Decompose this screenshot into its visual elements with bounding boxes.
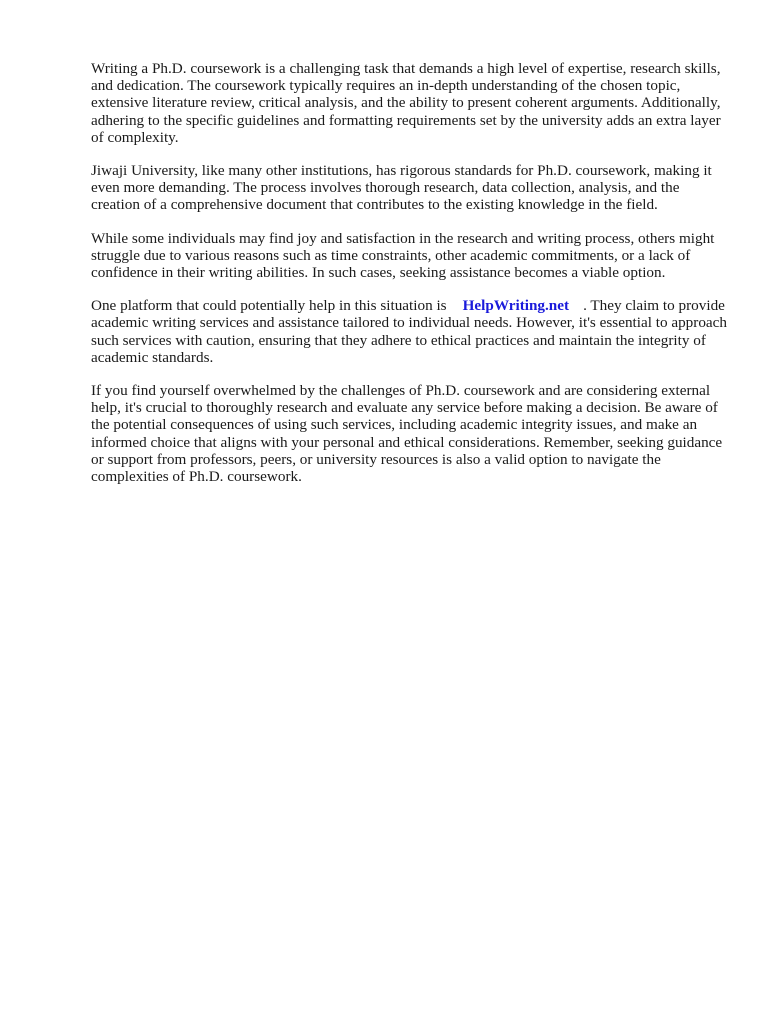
paragraph-platform-before: One platform that could potentially help in this situation is xyxy=(91,297,447,315)
paragraph-platform-after: . They claim to provide academic writing services and assistance tailored to individual needs. However, it's essential to approach such services with caution, ensuring that they adhere to ethical practices and maintain the integrity of academic standards. xyxy=(91,297,727,366)
paragraph-platform xyxy=(91,297,731,366)
paragraph-jiwaji-university: Jiwaji University, like many other institutions, has rigorous standards for Ph.D. coursework, making it even more demanding. The process involves thorough research, data collection, analysis, and the creation of a comprehensive document that contributes to the existing knowledge in the field. xyxy=(91,162,712,214)
helpwriting-link[interactable]: HelpWriting.net xyxy=(462,297,570,315)
paragraph-conclusion: If you find yourself overwhelmed by the challenges of Ph.D. coursework and are considering external help, it's crucial to thoroughly research and evaluate any service before making a decision. Be aware of the potential consequences of using such services, including academic integrity issues, and make an informed choice that aligns with your personal and ethical considerations. Remember, seeking guidance or support from professors, peers, or university resources is also a valid option to navigate the complexities of Ph.D. coursework. xyxy=(91,382,723,486)
paragraph-assistance: While some individuals may find joy and satisfaction in the research and writing process, others might struggle due to various reasons such as time constraints, other academic commitments, or a lack of confidence in their writing abilities. In such cases, seeking assistance becomes a viable option. xyxy=(91,229,715,282)
paragraph-intro: Writing a Ph.D. coursework is a challenging task that demands a high level of expertise, research skills, and dedication. The coursework typically requires an in-depth understanding of the chosen topic, extensive literature review, critical analysis, and the ability to present coherent arguments. Additionally, adhering to the specific guidelines and formatting requirements set by the university adds an extra layer of complexity. xyxy=(91,60,721,146)
document-page xyxy=(91,60,731,501)
